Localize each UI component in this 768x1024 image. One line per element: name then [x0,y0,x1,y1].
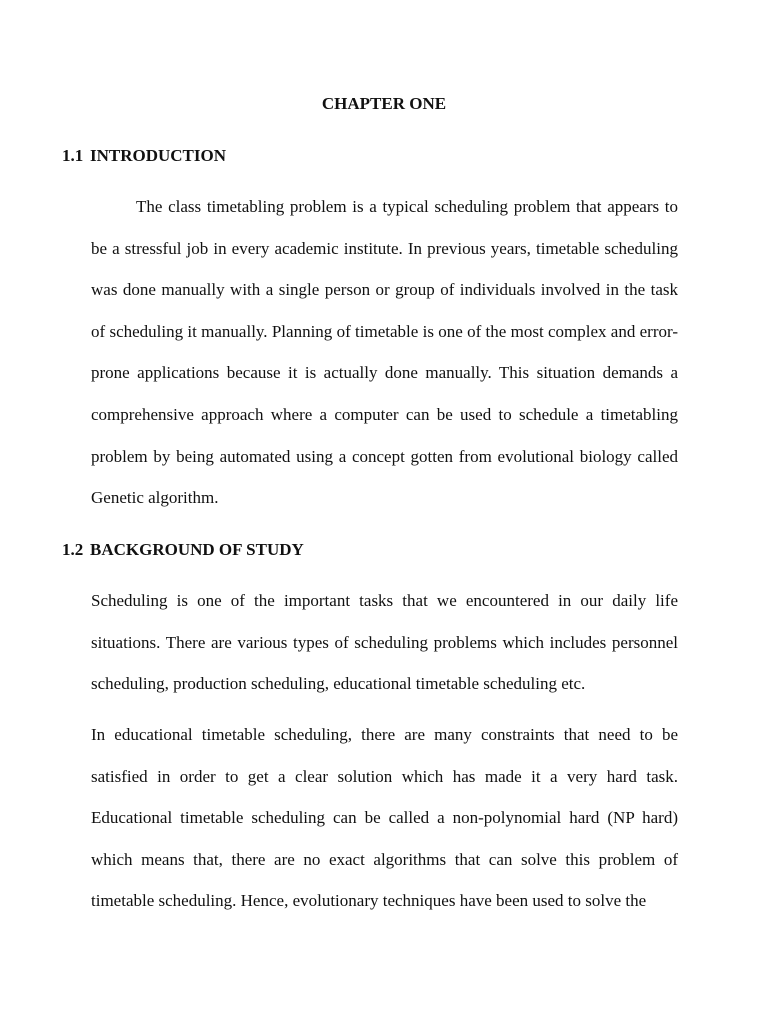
section-number: 1.1 [62,146,84,165]
section-title: INTRODUCTION [90,146,227,165]
section-title: BACKGROUND OF STUDY [90,540,304,559]
section-heading-background [62,538,304,562]
background-paragraph-1: Scheduling is one of the important tasks that we encountered in our daily life situations. There are various types of scheduling problems which includes personnel scheduling, production scheduling, educational timetable scheduling etc. [91,591,678,694]
background-paragraph-2: In educational timetable scheduling, there are many constraints that need to be satisfied in order to get a clear solution which has made it a very hard task. Educational timetable scheduling can be called a non-polynomial hard (NP hard) which means that, there are no exact algorithms that can solve this problem of timetable scheduling. Hence, evolutionary techniques have been used to solve the [91,725,678,911]
introduction-paragraph: The class timetabling problem is a typical scheduling problem that appears to be a stressful job in every academic institute. In previous years, timetable scheduling was done manually with a single person or group of individuals involved in the task of scheduling it manually. Planning of timetable is one of the most complex and error-prone applications because it is actually done manually. This situation demands a comprehensive approach where a computer can be used to schedule a timetabling problem by being automated using a concept gotten from evolutional biology called Genetic algorithm. [91,197,678,508]
section-number: 1.2 [62,540,84,559]
section-heading-introduction [62,144,226,168]
chapter-title: CHAPTER ONE [321,94,447,113]
